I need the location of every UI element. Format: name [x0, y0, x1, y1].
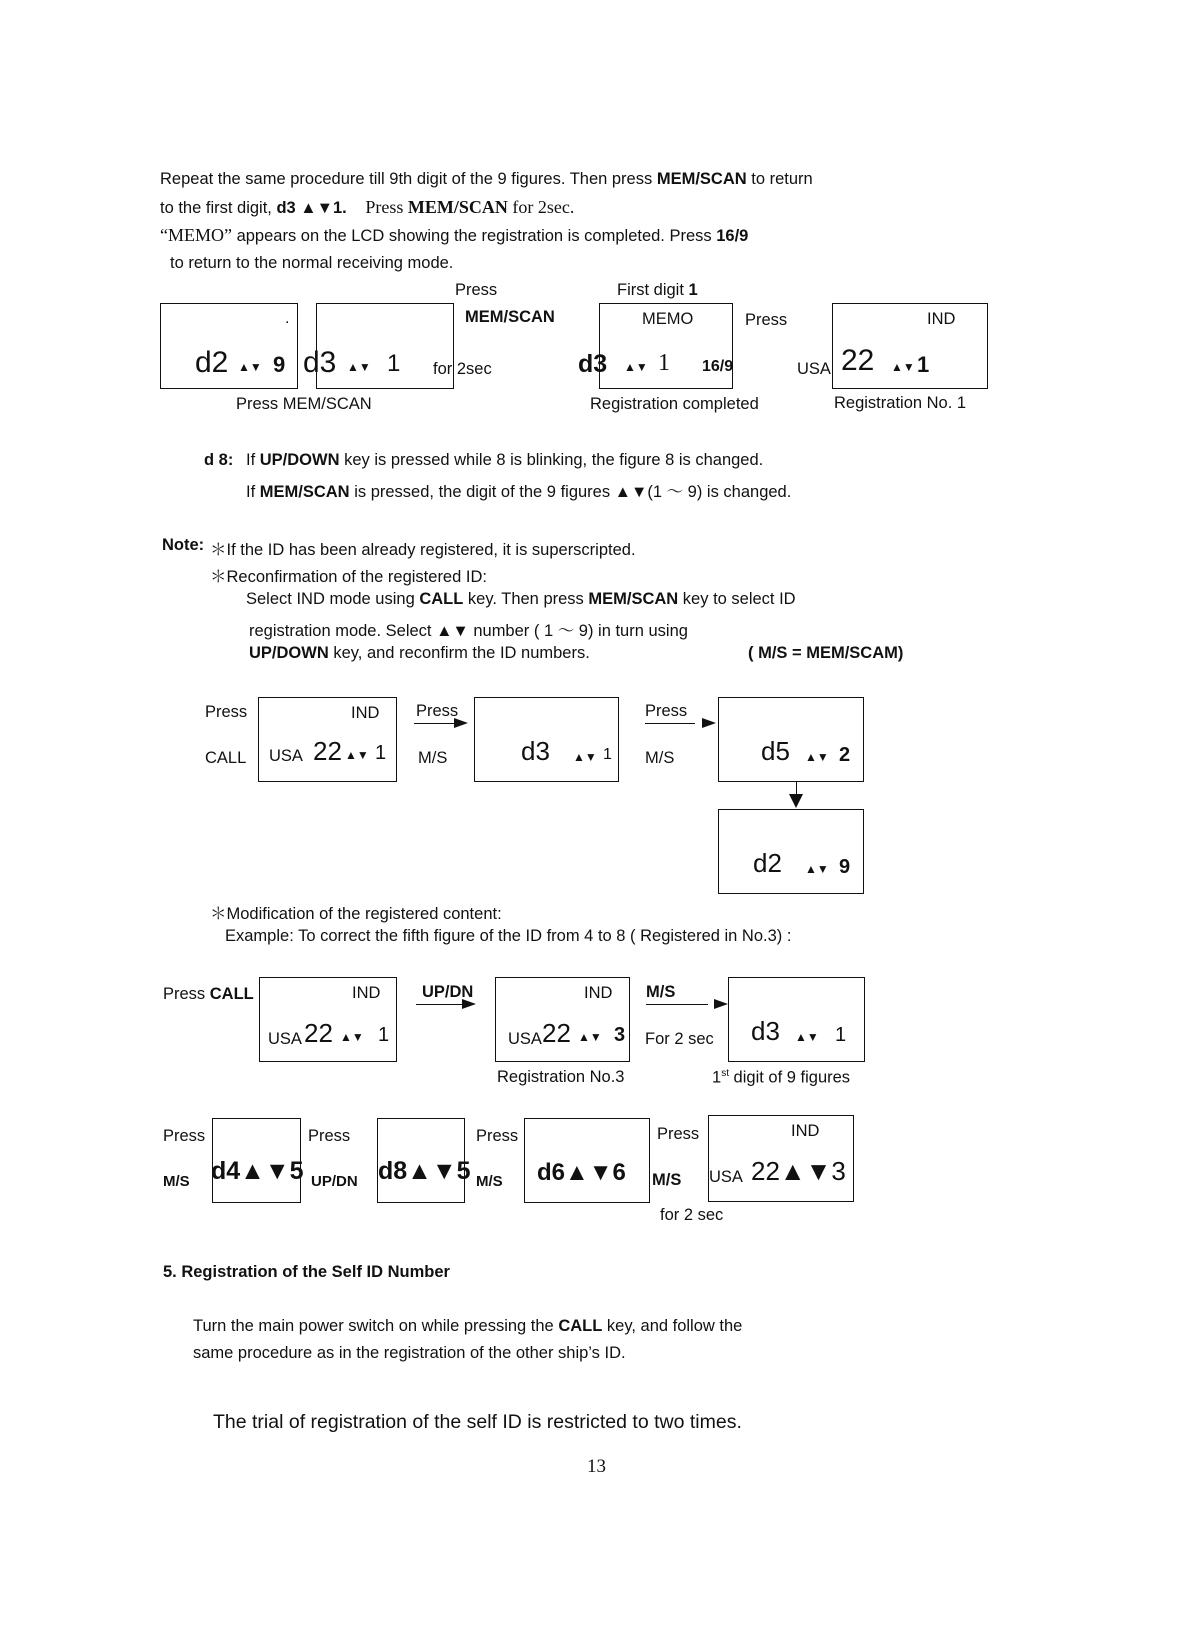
- para-text: key, and follow the: [602, 1317, 743, 1335]
- press-memscan-caption: Press MEM/SCAN: [236, 395, 372, 413]
- lcd-value: 9: [839, 856, 851, 878]
- lcd-digit-value: d4▲▼5: [211, 1157, 304, 1185]
- diag1-press-2: Press: [745, 311, 788, 329]
- lcd-ind: IND: [584, 984, 613, 1002]
- intro-line-1: [160, 170, 813, 189]
- intro-text: Press: [365, 197, 408, 217]
- intro-line-3: [160, 225, 748, 246]
- diag2-press-3: Press: [645, 702, 688, 720]
- up-down-arrows-icon: ▲▼: [347, 360, 371, 374]
- diag2-ms-2: M/S: [645, 749, 675, 767]
- caption-text: digit of 9 figures: [728, 1068, 851, 1087]
- diag3-ms: M/S: [646, 983, 676, 1001]
- diag3-arrow-2-line: [646, 1004, 708, 1005]
- up-down-arrows-icon: ▲▼: [891, 360, 915, 374]
- mod-line-1: ＊Modification of the registered content:: [210, 905, 502, 923]
- arrow-right-icon: [702, 718, 716, 728]
- diag4-ms-4: M/S: [652, 1171, 682, 1189]
- diag2-ms: M/S: [418, 749, 448, 767]
- lcd-registration-number: 22: [304, 1018, 333, 1048]
- up-down-arrows-icon: ▲▼: [805, 862, 829, 876]
- diag1-press-label: Press: [455, 281, 498, 299]
- diag2-call: CALL: [205, 749, 247, 767]
- call-key: CALL: [558, 1317, 603, 1335]
- up-down-arrows-icon: ▲▼: [573, 750, 597, 764]
- diag3-lcd-1: [259, 977, 397, 1062]
- intro-text: Repeat the same procedure till 9th digit of the 9 figures. Then press: [160, 170, 657, 188]
- note-line-1: ＊If the ID has been already registered, it is superscripted.: [210, 541, 636, 559]
- lcd-digit-value: d8▲▼5: [378, 1157, 471, 1185]
- diag2-lcd-3: [718, 697, 864, 782]
- lcd-ind: IND: [927, 310, 956, 328]
- diag4-lcd-2: [377, 1118, 471, 1203]
- lcd-value: 1: [658, 350, 670, 376]
- section-title: 5. Registration of the Self ID Number: [163, 1263, 450, 1281]
- diag3-lcd-2: [495, 977, 630, 1062]
- diag4-press-1: Press: [163, 1127, 206, 1145]
- lcd-digit-label: d3: [521, 736, 550, 766]
- first-digit-text: First digit: [617, 281, 689, 299]
- note-line-5: [249, 644, 590, 663]
- intro-key: d3 ▲▼1.: [276, 199, 347, 217]
- d8-text: key is pressed while 8 is blinking, the figure 8 is changed.: [339, 451, 764, 469]
- lcd-ind: IND: [791, 1122, 820, 1140]
- first-digit-number: 1: [688, 281, 698, 299]
- diag1-press-memscan: [236, 395, 372, 414]
- lcd-value: 9: [273, 352, 286, 377]
- diag4-ms-3: M/S: [476, 1173, 503, 1190]
- for-2sec-label: for 2sec: [433, 360, 492, 378]
- d8-label: d 8:: [204, 451, 234, 469]
- diag4-updn: UP/DN: [311, 1173, 358, 1190]
- lcd-usa: USA: [508, 1030, 542, 1048]
- note-label: Note:: [162, 536, 205, 554]
- arrow-right-icon: [462, 999, 476, 1009]
- lcd-usa: USA: [268, 1030, 302, 1048]
- lcd-value: 1: [378, 1024, 390, 1046]
- lcd-digit-label: d3: [303, 346, 337, 379]
- lcd-digit-label: d2: [195, 346, 229, 379]
- diag1-memscan-label: MEM/SCAN: [465, 308, 555, 326]
- diag1-first-digit: [617, 281, 698, 300]
- lcd-value: 1: [603, 746, 612, 763]
- up-down-arrows-icon: ▲▼: [340, 1030, 364, 1044]
- note-text: key, and reconfirm the ID numbers.: [328, 644, 590, 662]
- intro-line-4: to return to the normal receiving mode.: [170, 254, 454, 272]
- restriction-note: The trial of registration of the self ID is restricted to two times.: [213, 1411, 742, 1433]
- note-text: Select IND mode using: [246, 590, 420, 608]
- diag4-for-2sec: for 2 sec: [660, 1206, 724, 1224]
- d8-text: is pressed, the digit of the 9 figures ▲▼(1 〜 9) is changed.: [349, 483, 792, 501]
- diag2-lcd-1: [258, 697, 397, 782]
- diag1-lcd-1: [160, 303, 298, 389]
- mod-line-2: Example: To correct the fifth figure of the ID from 4 to 8 ( Registered in No.3) :: [225, 927, 792, 945]
- diag4-press-3: Press: [476, 1127, 519, 1145]
- diag2-press-2: Press: [416, 702, 459, 720]
- diag4-lcd-4: [708, 1115, 854, 1202]
- lcd-memo: MEMO: [642, 310, 694, 328]
- lcd-usa: USA: [797, 360, 831, 378]
- lcd-ind: IND: [351, 704, 380, 722]
- para-text: Turn the main power switch on while pressing the: [193, 1317, 559, 1335]
- lcd-registration-number: 22▲▼3: [751, 1156, 846, 1186]
- lcd-registration-number: 22: [841, 344, 875, 377]
- note-key: MEM/SCAN: [588, 590, 679, 608]
- note-key: CALL: [419, 590, 464, 608]
- lcd-usa: USA: [709, 1168, 743, 1186]
- diag2-lcd-4: [718, 809, 864, 894]
- diag2-arrow-2-line: [645, 723, 695, 724]
- up-down-arrows-icon: ▲▼: [238, 360, 262, 374]
- note-key: UP/DOWN: [249, 644, 329, 662]
- lcd-digit-label: d3: [751, 1016, 780, 1046]
- lcd-digit-label: d2: [753, 848, 782, 878]
- diag3-arrow-1-line: [416, 1004, 468, 1005]
- lcd-value: 3: [614, 1024, 626, 1046]
- d8-text: If: [246, 483, 260, 501]
- note-line-2: ＊Reconfirmation of the registered ID:: [210, 568, 487, 586]
- section-para-line-2: same procedure as in the registration of the other ship’s ID.: [193, 1344, 626, 1362]
- lcd-registration-number: 22: [542, 1018, 571, 1048]
- diag1-lcd-3: [578, 303, 734, 389]
- diag4-ms-1: M/S: [163, 1173, 190, 1190]
- diag3-first-digit-caption: [712, 1068, 850, 1088]
- note-line-4: registration mode. Select ▲▼ number ( 1 〜 9) in turn using: [249, 622, 688, 640]
- d8-line-1: [246, 451, 763, 470]
- note-ms-definition: ( M/S = MEM/SCAM): [748, 644, 904, 662]
- d8-text: If: [246, 451, 260, 469]
- diag3-for-2sec: For 2 sec: [645, 1030, 714, 1048]
- up-down-arrows-icon: ▲▼: [805, 750, 829, 764]
- up-down-arrows-icon: ▲▼: [624, 360, 648, 374]
- diag3-press-call: [163, 985, 254, 1004]
- diag2-press: Press: [205, 703, 248, 721]
- intro-text: for 2sec.: [507, 197, 575, 217]
- lcd-value: 1: [375, 742, 387, 764]
- lcd-digit-label: d3: [578, 350, 608, 378]
- diag3-lcd-3: [728, 977, 865, 1062]
- intro-key: 16/9: [716, 227, 749, 245]
- section-para-line-1: [193, 1317, 742, 1336]
- intro-key: MEM/SCAN: [407, 197, 508, 217]
- d8-key: UP/DOWN: [259, 451, 340, 469]
- diag1-reg-no1: Registration No. 1: [834, 394, 967, 412]
- lcd-registration-number: 22: [313, 736, 342, 766]
- lcd-dot: .: [285, 310, 290, 327]
- lcd-value: 2: [839, 744, 851, 766]
- up-down-arrows-icon: ▲▼: [345, 748, 369, 762]
- arrow-right-icon: [454, 718, 468, 728]
- lcd-usa: USA: [269, 747, 303, 765]
- press-text: Press: [163, 985, 210, 1003]
- diag1-lcd-4: [797, 303, 988, 389]
- intro-text: to the first digit,: [160, 199, 277, 217]
- d8-key: MEM/SCAN: [259, 483, 350, 501]
- lcd-value: 1: [835, 1024, 847, 1046]
- note-text: key to select ID: [678, 590, 796, 608]
- caption-text: 1: [712, 1068, 722, 1087]
- lcd-ind: IND: [352, 984, 381, 1002]
- diag4-press-2: Press: [308, 1127, 351, 1145]
- diag4-press-4: Press: [657, 1125, 700, 1143]
- arrow-right-icon: [714, 999, 728, 1009]
- intro-key: MEM/SCAN: [656, 170, 747, 188]
- diag1-lcd-2: [303, 303, 492, 389]
- diag2-lcd-2: [474, 697, 619, 782]
- caption-superscript: st: [721, 1068, 729, 1079]
- lcd-channel-169: 16/9: [702, 358, 734, 375]
- lcd-digit-label: d5: [761, 736, 790, 766]
- diag2-arrow-down-line: [796, 782, 797, 794]
- note-text: key. Then press: [463, 590, 589, 608]
- lcd-digit-value: d6▲▼6: [537, 1159, 626, 1186]
- lcd-value: 1: [917, 352, 930, 377]
- diag1-reg-completed: Registration completed: [590, 395, 759, 413]
- diag3-reg-no3: Registration No.3: [497, 1068, 625, 1086]
- intro-line-2: [160, 197, 574, 218]
- d8-line-2: [246, 478, 791, 502]
- call-key: CALL: [209, 985, 254, 1003]
- diag3-updn: UP/DN: [422, 983, 474, 1001]
- diag4-lcd-3: [524, 1118, 650, 1203]
- intro-text: to return: [746, 170, 813, 188]
- arrow-down-icon: [789, 794, 803, 808]
- page-number: 13: [587, 1456, 606, 1477]
- note-line-3: [246, 590, 796, 609]
- intro-text: appears on the LCD showing the registration is completed. Press: [231, 227, 717, 245]
- intro-quote: “MEMO”: [160, 225, 232, 245]
- diag4-lcd-1: [211, 1118, 304, 1203]
- up-down-arrows-icon: ▲▼: [578, 1030, 602, 1044]
- up-down-arrows-icon: ▲▼: [795, 1030, 819, 1044]
- lcd-value: 1: [387, 350, 401, 377]
